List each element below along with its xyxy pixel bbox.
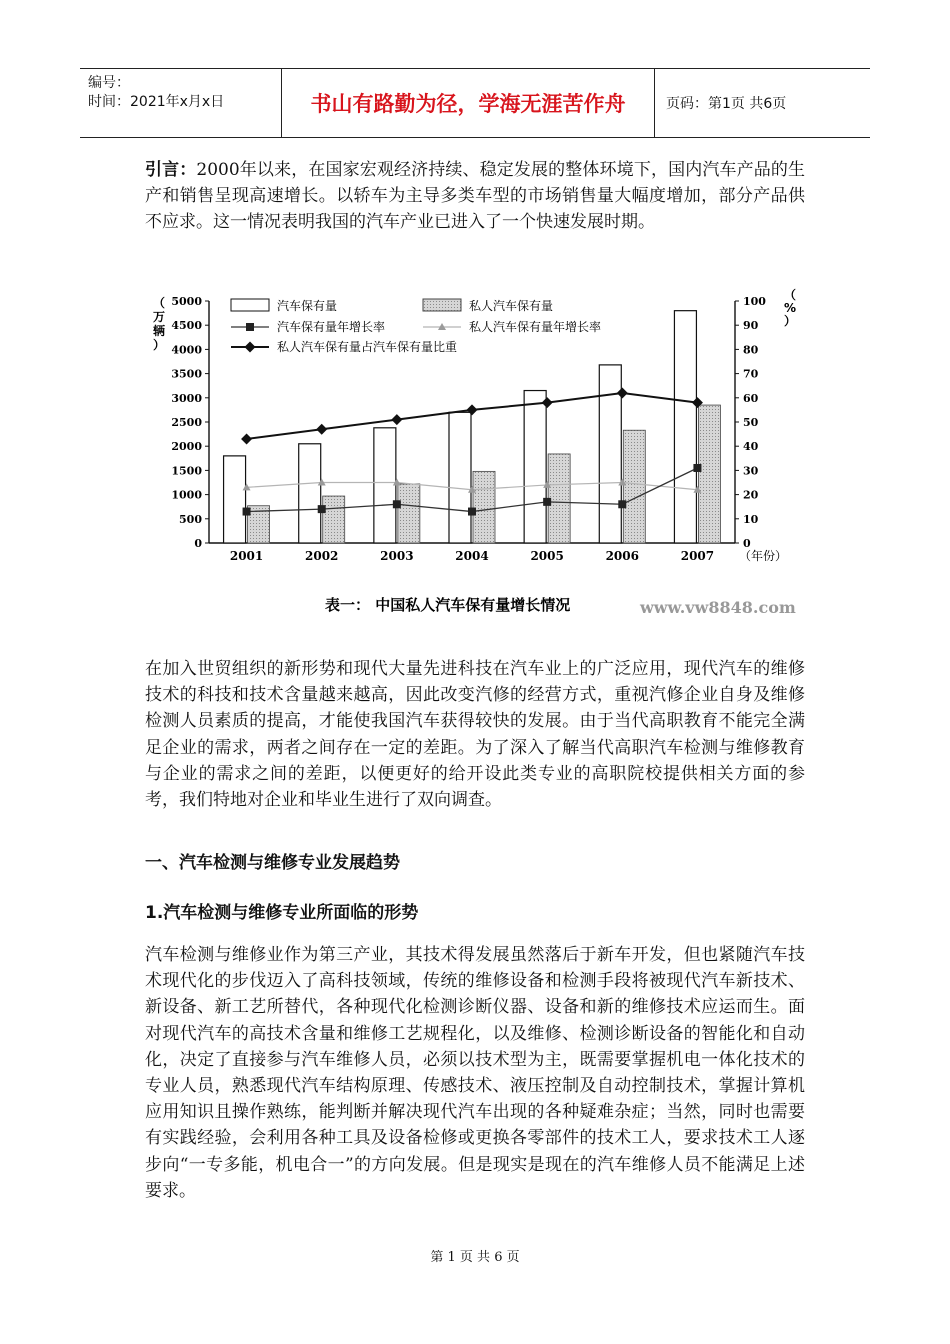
x-tick-label: 2006 (605, 549, 639, 563)
bar-private (623, 430, 645, 543)
section-heading-1: 一、汽车检测与维修专业发展趋势 (145, 853, 400, 873)
legend-swatch-private (423, 299, 461, 311)
left-unit-char: ） (152, 338, 166, 352)
legend-label-private-share: 私人汽车保有量占汽车保有量比重 (277, 340, 458, 354)
header-left-cell (80, 69, 282, 137)
y-left-tick-label: 0 (194, 537, 202, 550)
right-unit-char: ） (783, 314, 797, 328)
right-unit-char: % (783, 301, 797, 315)
legend-swatch-total (231, 299, 269, 311)
intro-text: 2000年以来，在国家宏观经济持续、稳定发展的整体环境下，国内汽车产品的生产和销售呈现高速增长。以轿车为主导多类车型的市场销售量大幅度增加，部分产品供不应求。这一情况表明我国的汽车产业已进入了一个快速发展时期。 (145, 160, 806, 233)
legend-label-total-growth: 汽车保有量年增长率 (277, 320, 386, 334)
legend-label-private: 私人汽车保有量 (469, 299, 554, 313)
body-paragraph-1: 在加入世贸组织的新形势和现代大量先进科技在汽车业上的广泛应用，现代汽车的维修技术的科技和技术含量越来越高，因此改变汽修的经营方式，重视汽修企业自身及维修检测人员素质的提高，才能使我国汽车获得较快的发展。由于当代高职教育不能完全满足企业的需求，两者之间存在一定的差距。为了深入了解当代高职汽车检测与维修教育与企业的需求之间的差距，以便更好的给开设此类专业的高职院校提供相关方面的参考，我们特地对企业和毕业生进行了双向调查。 (145, 659, 805, 811)
bar-total (374, 428, 396, 543)
intro-label: 引言： (145, 160, 197, 180)
bar-total (599, 365, 621, 543)
bar-total (674, 311, 696, 543)
bar-private (548, 454, 570, 543)
y-right-tick-label: 100 (743, 295, 766, 308)
y-left-tick-label: 2500 (171, 416, 202, 429)
y-right-tick-label: 0 (743, 537, 751, 550)
page-info: 页码：第1页 共6页 (666, 96, 787, 112)
y-right-tick-label: 70 (743, 367, 759, 381)
bar-private (323, 496, 345, 543)
total-growth-point (618, 500, 626, 508)
y-right-tick-label: 80 (743, 343, 759, 357)
y-right-tick-label: 90 (743, 319, 759, 333)
chart-figure (145, 283, 817, 625)
y-right-tick-label: 50 (743, 416, 759, 429)
time-label: 时间：2021年x月x日 (88, 94, 225, 110)
motto: 书山有路勤为径，学海无涯苦作舟 (282, 69, 655, 137)
chart-svg (145, 283, 817, 625)
intro-paragraph (145, 157, 805, 236)
left-unit-char: （ (152, 296, 166, 310)
x-tick-label: 2002 (305, 549, 339, 563)
chart-caption: 表一： 中国私人汽车保有量增长情况 (325, 596, 571, 614)
subsection-heading-1: 1.汽车检测与维修专业所面临的形势 (145, 903, 419, 923)
y-right-tick-label: 40 (743, 440, 759, 454)
y-right-tick-label: 30 (743, 464, 759, 478)
left-unit-char: 万 (152, 310, 166, 324)
y-right-tick-label: 10 (743, 512, 759, 526)
body-paragraph-2: 汽车检测与维修业作为第三产业，其技术得发展虽然落后于新车开发，但也紧随汽车技术现代化的步伐迈入了高科技领域，传统的维修设备和检测手段将被现代汽车新技术、新设备、新工艺所替代，各种现代化检测诊断仪器、设备和新的维修技术应运而生。面对现代汽车的高技术含量和维修工艺规程化，以及维修、检测诊断设备的智能化和自动化，决定了直接参与汽车维修人员，必须以技术型为主，既需要掌握机电一体化技术的专业人员，熟悉现代汽车结构原理、传感技术、液压控制及自动控制技术，掌握计算机应用知识且操作熟练，能判断并解决现代汽车出现的各种疑难杂症；当然，同时也需要有实践经验，会利用各种工具及设备检修或更换各零部件的技术工人，要求技术工人逐步向“一专多能，机电合一”的方向发展。但是现实是现在的汽车维修人员不能满足上述要求。 (145, 945, 805, 1201)
total-growth-point (393, 500, 401, 508)
y-left-tick-label: 4000 (171, 343, 202, 357)
x-unit-label: （年份） (739, 549, 788, 563)
total-growth-point (243, 508, 251, 516)
x-tick-label: 2004 (455, 549, 489, 563)
bar-total (224, 456, 246, 543)
legend-label-total: 汽车保有量 (277, 299, 338, 313)
total-growth-point (318, 505, 326, 513)
number-label: 编号： (88, 75, 130, 91)
y-left-tick-label: 3000 (171, 391, 202, 405)
private-share-point (316, 424, 327, 435)
page-footer: 第 1 页 共 6 页 (430, 1250, 520, 1265)
y-left-tick-label: 2000 (171, 440, 202, 454)
total-growth-point (693, 464, 701, 472)
right-unit-char: （ (783, 288, 797, 302)
header-table (80, 68, 870, 138)
x-tick-label: 2005 (530, 549, 564, 563)
bar-private (698, 405, 720, 543)
bar-total (524, 391, 546, 543)
bar-total (449, 412, 471, 543)
private-share-point (391, 414, 402, 425)
x-tick-label: 2003 (380, 549, 414, 563)
y-right-tick-label: 60 (743, 391, 759, 405)
total-growth-point (468, 508, 476, 516)
y-left-tick-label: 5000 (171, 295, 202, 308)
total-growth-point (543, 498, 551, 506)
x-tick-label: 2001 (229, 549, 264, 563)
y-left-tick-label: 3500 (171, 367, 202, 381)
legend-marker-total-growth (246, 323, 254, 331)
legend-marker-private-share (245, 342, 256, 353)
y-right-tick-label: 20 (743, 488, 759, 502)
bar-private (473, 471, 495, 543)
y-left-tick-label: 1000 (171, 488, 202, 502)
x-tick-label: 2007 (680, 549, 715, 563)
y-left-tick-label: 500 (179, 512, 202, 526)
y-left-tick-label: 1500 (171, 464, 202, 478)
legend-label-private-growth: 私人汽车保有量年增长率 (469, 320, 602, 334)
bar-private (398, 484, 420, 543)
chart-watermark: www.vw8848.com (640, 598, 796, 617)
bar-total (299, 444, 321, 543)
y-left-tick-label: 4500 (171, 319, 202, 333)
private-share-point (241, 433, 252, 444)
left-unit-char: 辆 (152, 324, 166, 338)
